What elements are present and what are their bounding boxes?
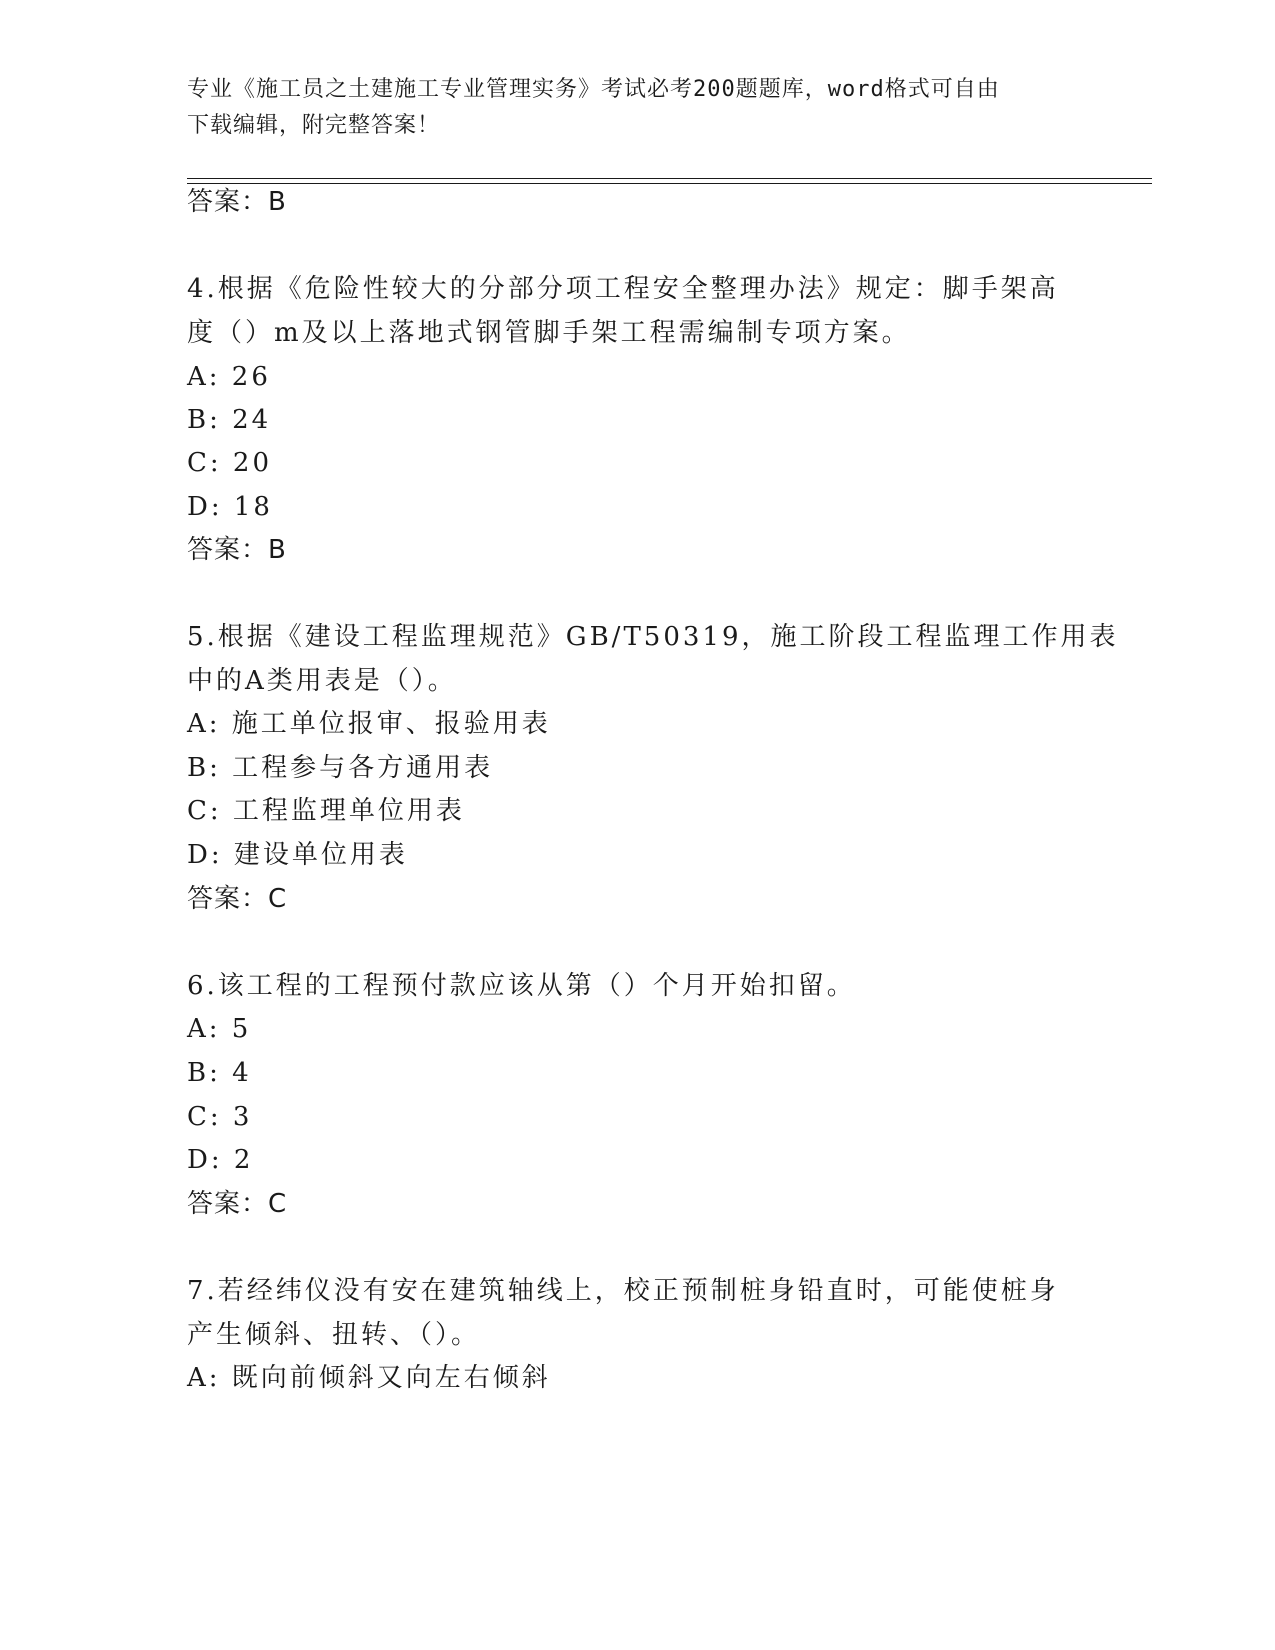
header-line-1: 专业《施工员之土建施工专业管理实务》考试必考200题题库，word格式可自由 <box>187 77 1000 102</box>
question-4-stem-2: 度（）m及以上落地式钢管脚手架工程需编制专项方案。 <box>187 318 911 348</box>
question-7-stem-2: 产生倾斜、扭转、（）。 <box>187 1320 481 1350</box>
answer-q3: 答案：B <box>187 187 287 217</box>
question-5-option-b: B: 工程参与各方通用表 <box>187 753 494 783</box>
answer-q6: 答案：C <box>187 1189 288 1219</box>
question-7-stem-1: 7.若经纬仪没有安在建筑轴线上，校正预制桩身铅直时，可能使桩身 <box>187 1276 1059 1306</box>
question-4-stem-1: 4.根据《危险性较大的分部分项工程安全整理办法》规定：脚手架高 <box>187 274 1059 304</box>
question-5-option-a: A: 施工单位报审、报验用表 <box>187 709 551 739</box>
answer-q5: 答案：C <box>187 884 288 914</box>
question-4-option-b: B: 24 <box>187 405 272 435</box>
question-4-option-d: D: 18 <box>187 492 273 522</box>
document-header <box>187 72 1087 144</box>
question-6-option-a: A: 5 <box>187 1014 252 1044</box>
question-5-stem-2: 中的A类用表是（）。 <box>187 666 457 696</box>
question-4-option-a: A: 26 <box>187 362 271 392</box>
question-6-option-c: C: 3 <box>187 1102 253 1132</box>
question-4-option-c: C: 20 <box>187 448 273 478</box>
question-5-option-c: C: 工程监理单位用表 <box>187 796 465 826</box>
answer-q4: 答案：B <box>187 535 287 565</box>
header-divider-bottom <box>187 183 1152 184</box>
question-6-option-d: D: 2 <box>187 1145 254 1175</box>
question-7-option-a: A: 既向前倾斜又向左右倾斜 <box>187 1363 551 1393</box>
question-5-option-d: D: 建设单位用表 <box>187 840 408 870</box>
question-5-stem-1: 5.根据《建设工程监理规范》GB/T50319，施工阶段工程监理工作用表 <box>187 622 1119 652</box>
header-divider-top <box>187 178 1152 179</box>
question-6-option-b: B: 4 <box>187 1058 252 1088</box>
question-6-stem-1: 6.该工程的工程预付款应该从第（）个月开始扣留。 <box>187 971 856 1001</box>
header-line-2: 下载编辑，附完整答案！ <box>187 113 441 138</box>
